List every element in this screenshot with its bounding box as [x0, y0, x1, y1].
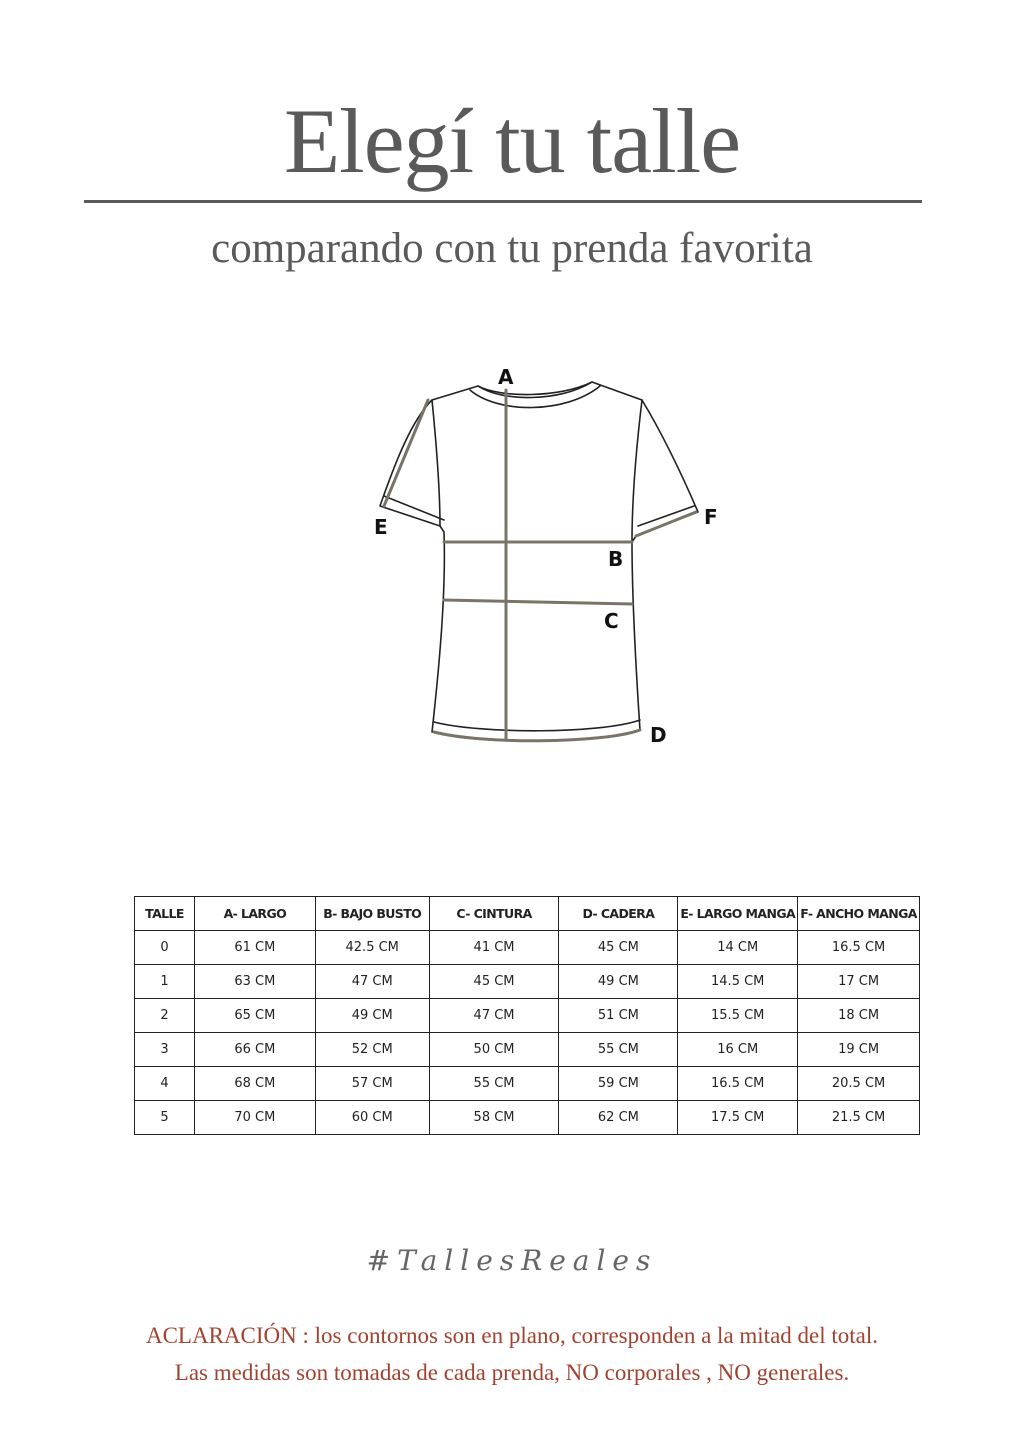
table-cell: 50 CM	[429, 1033, 559, 1067]
table-row	[135, 965, 920, 999]
header-ancho-manga: F- ANCHO MANGA	[798, 897, 920, 931]
table-cell: 57 CM	[315, 1067, 429, 1101]
header-cadera: D- CADERA	[559, 897, 678, 931]
table-cell: 62 CM	[559, 1101, 678, 1135]
table-cell: 17.5 CM	[678, 1101, 798, 1135]
measure-line-e	[384, 400, 428, 506]
table-cell: 45 CM	[429, 965, 559, 999]
table-cell: 16 CM	[678, 1033, 798, 1067]
label-a: A	[498, 365, 514, 389]
table-cell: 14.5 CM	[678, 965, 798, 999]
table-cell: 60 CM	[315, 1101, 429, 1135]
table-cell: 51 CM	[559, 999, 678, 1033]
table-cell: 16.5 CM	[798, 931, 920, 965]
header-cintura: C- CINTURA	[429, 897, 559, 931]
table-cell: 49 CM	[559, 965, 678, 999]
page-subtitle: comparando con tu prenda favorita	[211, 225, 813, 272]
table-cell: 15.5 CM	[678, 999, 798, 1033]
table-cell: 20.5 CM	[798, 1067, 920, 1101]
table-cell: 16.5 CM	[678, 1067, 798, 1101]
table-row	[135, 1033, 920, 1067]
table-cell: 59 CM	[559, 1067, 678, 1101]
measure-line-c	[444, 600, 632, 604]
table-cell: 3	[135, 1033, 195, 1067]
table-cell: 14 CM	[678, 931, 798, 965]
table-row	[135, 1101, 920, 1135]
header-talle: TALLE	[135, 897, 195, 931]
table-cell: 49 CM	[315, 999, 429, 1033]
table-cell: 52 CM	[315, 1033, 429, 1067]
table-cell: 19 CM	[798, 1033, 920, 1067]
label-b: B	[608, 547, 624, 571]
header-largo-manga: E- LARGO MANGA	[678, 897, 798, 931]
table-cell: 0	[135, 931, 195, 965]
table-cell: 55 CM	[429, 1067, 559, 1101]
header-largo: A- LARGO	[194, 897, 315, 931]
hashtag: #TallesReales	[366, 1244, 658, 1277]
table-cell: 55 CM	[559, 1033, 678, 1067]
page-title: Elegí tu talle	[283, 90, 741, 192]
label-c: C	[604, 609, 619, 633]
label-f: F	[704, 505, 718, 529]
table-cell: 65 CM	[194, 999, 315, 1033]
header-bajo-busto: B- BAJO BUSTO	[315, 897, 429, 931]
title-divider	[84, 200, 922, 203]
table-cell: 63 CM	[194, 965, 315, 999]
table-cell: 5	[135, 1101, 195, 1135]
table-cell: 68 CM	[194, 1067, 315, 1101]
disclaimer-line-1: ACLARACIÓN : los contornos son en plano, corresponden a la mitad del total.	[145, 1323, 879, 1348]
disclaimer-line-2: Las medidas son tomadas de cada prenda, NO corporales , NO generales.	[174, 1360, 850, 1385]
table-cell: 4	[135, 1067, 195, 1101]
table-cell: 21.5 CM	[798, 1101, 920, 1135]
table-cell: 47 CM	[315, 965, 429, 999]
table-row	[135, 931, 920, 965]
tshirt-diagram	[360, 360, 718, 760]
table-cell: 61 CM	[194, 931, 315, 965]
size-table	[134, 896, 920, 1135]
table-cell: 17 CM	[798, 965, 920, 999]
table-row	[135, 999, 920, 1033]
table-cell: 58 CM	[429, 1101, 559, 1135]
table-cell: 1	[135, 965, 195, 999]
table-cell: 42.5 CM	[315, 931, 429, 965]
table-cell: 45 CM	[559, 931, 678, 965]
table-cell: 66 CM	[194, 1033, 315, 1067]
measure-line-d	[434, 730, 640, 741]
label-e: E	[374, 515, 388, 539]
tshirt-outline	[380, 382, 698, 741]
label-d: D	[650, 723, 667, 747]
table-cell: 47 CM	[429, 999, 559, 1033]
table-cell: 41 CM	[429, 931, 559, 965]
table-row	[135, 1067, 920, 1101]
table-cell: 18 CM	[798, 999, 920, 1033]
table-cell: 2	[135, 999, 195, 1033]
table-cell: 70 CM	[194, 1101, 315, 1135]
table-header-row	[135, 897, 920, 931]
